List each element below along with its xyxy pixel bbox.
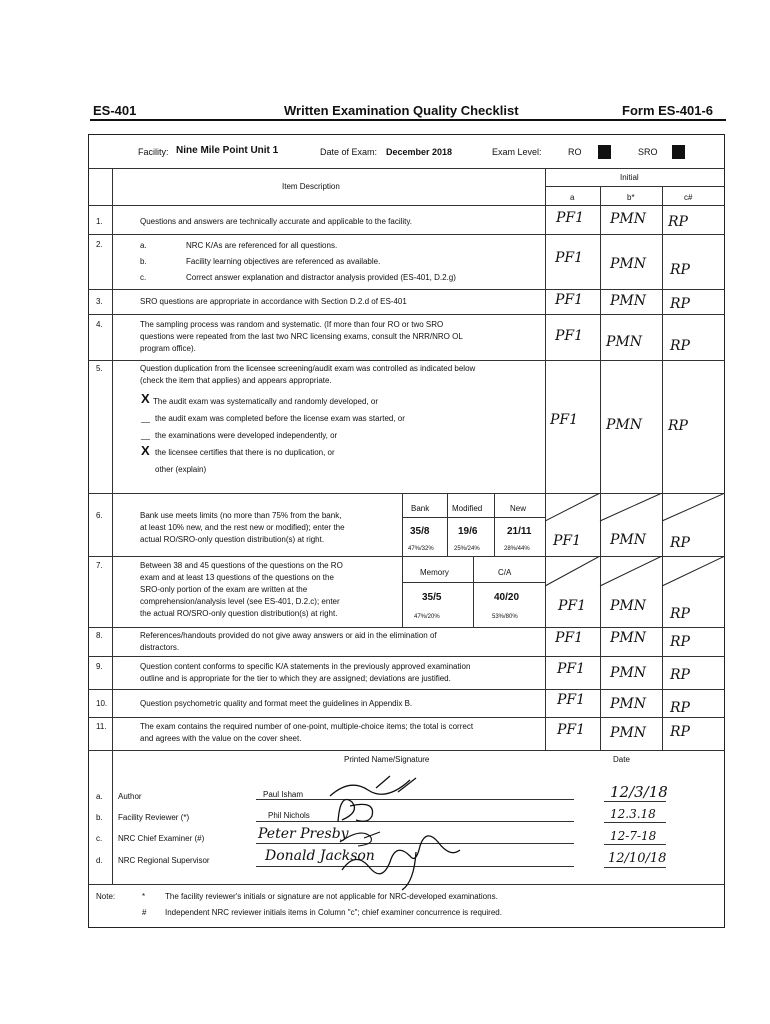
na-slashes	[545, 556, 725, 596]
item-text: comprehension/analysis level (see ES-401, D.2.c); enter	[140, 597, 340, 606]
item-number: 7.	[96, 561, 103, 570]
memory-value: 35/5	[422, 592, 442, 603]
form-number: Form ES-401-6	[622, 103, 714, 118]
item-number: 3.	[96, 297, 103, 306]
date-line	[604, 867, 666, 868]
item-number: 5.	[96, 364, 103, 373]
bank-value: 35/8	[410, 526, 430, 537]
item-text: SRO questions are appropriate in accordance with Section D.2.d of ES-401	[140, 297, 407, 306]
sig-date: 12.3.18	[610, 807, 656, 821]
item-number: 2.	[96, 240, 103, 249]
form-series: ES-401	[93, 103, 137, 118]
new-header: New	[510, 504, 527, 513]
sig-date: 12/10/18	[608, 851, 667, 866]
level-label: Exam Level:	[492, 147, 542, 157]
sig-role: Facility Reviewer (*)	[118, 813, 190, 822]
divider	[88, 234, 725, 235]
date-line	[604, 822, 666, 823]
item-text: exam and at least 13 questions of the questions on the	[140, 573, 334, 582]
ca-percent: 53%/80%	[492, 614, 518, 620]
col-divider	[402, 493, 403, 627]
item-text: the actual RO/SRO-only question distribution(s) at right.	[140, 609, 338, 618]
modified-header: Modified	[452, 504, 483, 513]
initial-a: PF1	[555, 630, 584, 646]
initial-c: RP	[670, 296, 690, 312]
memory-header: Memory	[420, 568, 449, 577]
date-line	[604, 801, 666, 802]
divider	[88, 314, 725, 315]
sro-checkbox-filled[interactable]	[672, 145, 685, 159]
item-text: Question duplication from the licensee screening/audit exam was controlled as indicated below	[140, 364, 476, 373]
initial-b: PMN	[610, 725, 647, 741]
initial-a: PF1	[558, 598, 587, 614]
option-text: the audit exam was completed before the license exam was started, or	[155, 414, 405, 423]
divider	[88, 689, 725, 690]
date-line	[604, 844, 666, 845]
item-text: actual RO/SRO-only question distribution(s) at right.	[140, 535, 325, 544]
modified-value: 19/6	[458, 526, 478, 537]
sub-text: Facility learning objectives are referenced as available.	[186, 257, 381, 266]
item-text: at least 10% new, and the rest new or modified); enter the	[140, 523, 345, 532]
ca-value: 40/20	[494, 592, 520, 603]
divider	[88, 750, 725, 751]
col-a-header: a	[570, 193, 575, 202]
note-symbol: *	[142, 892, 146, 901]
initial-b: PMN	[606, 417, 643, 433]
sub-text: Correct answer explanation and distractor analysis provided (ES-401, D.2.g)	[186, 273, 456, 282]
sub-text: NRC K/As are referenced for all questions.	[186, 241, 338, 250]
option-text: other (explain)	[155, 465, 207, 474]
new-value: 21/11	[507, 526, 532, 537]
initial-c: RP	[670, 535, 690, 551]
note-text: The facility reviewer's initials or signature are not applicable for NRC-developed examinations.	[165, 892, 498, 901]
initial-c: RP	[670, 606, 690, 622]
bank-percent: 47%/32%	[408, 546, 434, 552]
initial-c: RP	[670, 724, 690, 740]
option-text: The audit exam was systematically and randomly developed, or	[153, 397, 378, 406]
divider	[88, 717, 725, 718]
item-text: program office).	[140, 344, 196, 353]
sig-date: 12/3/18	[610, 783, 668, 801]
item-text: Bank use meets limits (no more than 75% from the bank,	[140, 511, 342, 520]
initial-a: PF1	[555, 250, 584, 266]
divider	[545, 186, 725, 187]
initial-a: PF1	[553, 533, 582, 549]
initial-a: PF1	[557, 692, 586, 708]
initial-a: PF1	[555, 328, 584, 344]
x-check-mark: X	[141, 391, 150, 406]
sig-role: NRC Regional Supervisor	[118, 856, 210, 865]
col-divider	[494, 493, 495, 556]
initial-b: PMN	[610, 293, 647, 309]
initial-b: PMN	[606, 334, 643, 350]
item-text: (check the item that applies) and appears appropriate.	[140, 376, 332, 385]
signature-header: Printed Name/Signature	[344, 755, 430, 764]
ro-checkbox-filled[interactable]	[598, 145, 611, 159]
header-rule	[90, 119, 726, 121]
initial-c: RP	[668, 418, 688, 434]
item-text: The sampling process was random and systematic. (If more than four RO or two SRO	[140, 320, 444, 329]
initial-a: PF1	[556, 210, 585, 226]
initial-a: PF1	[550, 412, 579, 428]
form-title: Written Examination Quality Checklist	[284, 103, 519, 118]
item-text: References/handouts provided do not give away answers or aid in the elimination of	[140, 631, 437, 640]
facility-value: Nine Mile Point Unit 1	[176, 145, 279, 156]
initial-a: PF1	[557, 722, 586, 738]
note-symbol: #	[142, 908, 147, 917]
item-text: and agrees with the value on the cover sheet.	[140, 734, 302, 743]
divider	[88, 627, 725, 628]
item-number: 10.	[96, 699, 108, 708]
sig-name: Peter Presby	[258, 826, 349, 842]
item-number: 8.	[96, 631, 103, 640]
initial-c: RP	[670, 634, 690, 650]
handwritten-signatures	[320, 772, 480, 892]
modified-percent: 25%/24%	[454, 546, 480, 552]
initial-b: PMN	[610, 665, 647, 681]
sro-label: SRO	[638, 147, 658, 157]
item-text: Question psychometric quality and format meet the guidelines in Appendix B.	[140, 699, 413, 708]
item-text: Questions and answers are technically accurate and applicable to the facility.	[140, 217, 413, 226]
initial-a: PF1	[557, 661, 586, 677]
date-header: Date	[613, 755, 630, 764]
divider	[88, 168, 725, 169]
sig-role: Author	[118, 792, 142, 801]
initial-c: RP	[670, 338, 690, 354]
item-number: 9.	[96, 662, 103, 671]
item-description-header: Item Description	[282, 182, 340, 191]
sig-key: d.	[96, 856, 103, 865]
item-text: Question content conforms to specific K/A statements in the previously approved examination	[140, 662, 471, 671]
item-text: The exam contains the required number of one-point, multiple-choice items; the total is correct	[140, 722, 474, 731]
item-number: 6.	[96, 511, 103, 520]
col-divider	[447, 493, 448, 556]
divider	[88, 656, 725, 657]
item-number: 11.	[96, 722, 107, 731]
x-check-mark: X	[141, 443, 150, 458]
initial-b: PMN	[610, 598, 647, 614]
col-divider	[112, 168, 113, 884]
initial-b: PMN	[610, 532, 647, 548]
option-blank: __	[141, 414, 150, 423]
sig-key: c.	[96, 834, 103, 843]
item-number: 1.	[96, 217, 103, 226]
initial-b: PMN	[610, 211, 647, 227]
initial-b: PMN	[610, 630, 647, 646]
divider	[402, 517, 545, 518]
ca-header: C/A	[498, 568, 512, 577]
note-text: Independent NRC reviewer initials items in Column "c"; chief examiner concurrence is required.	[165, 908, 502, 917]
col-divider	[473, 556, 474, 627]
item-text: distractors.	[140, 643, 180, 652]
initial-c: RP	[670, 700, 690, 716]
sig-name: Phil Nichols	[268, 811, 310, 820]
divider	[88, 289, 725, 290]
memory-percent: 47%/20%	[414, 614, 440, 620]
sig-name: Donald Jackson	[265, 848, 375, 864]
bank-header: Bank	[411, 504, 430, 513]
col-divider	[600, 186, 601, 750]
sig-role: NRC Chief Examiner (#)	[118, 834, 205, 843]
col-b-header: b*	[627, 193, 635, 202]
note-label: Note:	[96, 892, 116, 901]
item-text: questions were repeated from the last two NRC licensing exams, consult the NRR/NRO OL	[140, 332, 463, 341]
sub-key: a.	[140, 241, 147, 250]
sig-key: b.	[96, 813, 103, 822]
initial-c: RP	[670, 667, 690, 683]
item-text: SRO-only portion of the exam are written at the	[140, 585, 308, 594]
initial-header: Initial	[620, 173, 639, 182]
ro-label: RO	[568, 147, 582, 157]
new-percent: 28%/44%	[504, 546, 530, 552]
initial-a: PF1	[555, 292, 584, 308]
sig-name: Paul Isham	[263, 790, 304, 799]
item-text: Between 38 and 45 questions of the questions on the RO	[140, 561, 343, 570]
date-label: Date of Exam:	[320, 147, 378, 157]
divider	[88, 360, 725, 361]
divider	[88, 205, 725, 206]
item-number: 4.	[96, 320, 103, 329]
sig-date: 12-7-18	[610, 829, 657, 843]
item-text: outline and is appropriate for the tier to which they are assigned; deviations are justified.	[140, 674, 451, 683]
sub-key: c.	[140, 273, 147, 282]
initial-c: RP	[670, 262, 690, 278]
option-blank: __	[141, 431, 150, 440]
col-c-header: c#	[684, 193, 693, 202]
col-divider	[662, 186, 663, 750]
initial-b: PMN	[610, 256, 647, 272]
date-value: December 2018	[386, 147, 453, 157]
initial-b: PMN	[610, 696, 647, 712]
sig-key: a.	[96, 792, 103, 801]
col-divider	[545, 168, 546, 750]
option-text: the licensee certifies that there is no duplication, or	[155, 448, 335, 457]
initial-c: RP	[668, 214, 688, 230]
sub-key: b.	[140, 257, 147, 266]
option-text: the examinations were developed independently, or	[155, 431, 338, 440]
facility-label: Facility:	[138, 147, 169, 157]
